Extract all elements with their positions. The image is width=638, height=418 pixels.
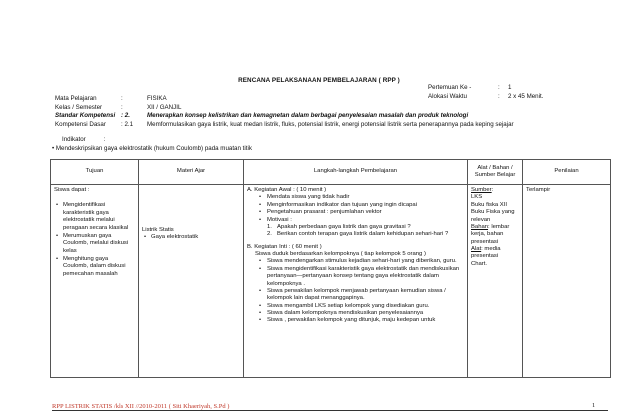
item-number: 2. [267, 231, 272, 238]
list-item: • Pengetahuan prasarat : penjumlahan vektor [267, 209, 464, 216]
alat-text: : media presentasi [471, 246, 501, 260]
header-alat: Alat / Bahan / Sumber Belajar [468, 160, 523, 185]
info-colon: : [121, 95, 123, 102]
indikator-label-row [62, 136, 105, 144]
list-item: • Siswa mendengarkan stimulus kejadian sehari-hari yang diberikan, guru. [267, 258, 464, 265]
table-row [51, 185, 611, 378]
list-item: • Menginformasikan indikator dan tujuan yang ingin dicapai [267, 202, 464, 209]
cell-tujuan [51, 185, 139, 378]
sumber-line [471, 187, 519, 194]
bahan-label: Bahan [471, 223, 489, 230]
info-row-sk [55, 112, 615, 121]
info-key: Standar Kompetensi [55, 112, 116, 120]
page-number: 1 [592, 402, 596, 409]
meta-colon: : [498, 84, 500, 91]
info-key: Kompetensi Dasar [55, 120, 106, 128]
table-header-row [51, 160, 611, 185]
info-key: Kelas / Semester [55, 103, 103, 111]
meta-value: 2 x 45 Menit. [508, 93, 544, 100]
info-value: FISIKA [147, 95, 167, 102]
list-item: • Mengidentifikasi karakteristik gaya elektrostatik melalui peragaan secara klasikal [63, 202, 135, 232]
cell-langkah [244, 185, 468, 378]
meta-key: Alokasi Waktu [428, 93, 467, 100]
info-row-mapel [55, 95, 615, 104]
cell-alat [468, 185, 523, 378]
item-text: Apakah perbedaan gaya listrik dan gaya gravitasi ? [277, 223, 411, 230]
indikator-item [52, 145, 252, 153]
lks-text: LKS [471, 194, 483, 201]
indikator-colon: : [103, 136, 106, 143]
list-item: • Menghitung gaya Coulomb, dalam diskusi pemecahan masalah [63, 256, 135, 278]
buku1-text: Buku fiska XII [471, 201, 508, 208]
footer-text: RPP LISTRIK STATIS /kls XII //2010-2011 ( Siti Khaeriyah, S.Pd ) [52, 403, 230, 410]
sumber-colon: : [491, 187, 494, 193]
list-item: • Siswa perwakilan kelompok menjawab pertanyaan kemudian siswa / kelompok lain dapat menanggapinya. [267, 288, 464, 303]
indikator-text: Mendeskripsikan gaya elektrostatik (hukum Coulomb) pada muatan titik [55, 145, 252, 152]
sumber-label: Sumber [471, 187, 492, 193]
info-value: Menerapkan konsep kelistrikan dan kemagnetan dalam berbagai penyelesaian masalah dan produk teknologi [147, 112, 469, 120]
header-langkah: Langkah-langkah Pembelajaran [244, 160, 468, 185]
bahan-line [471, 224, 519, 246]
header-materi: Materi Ajar [139, 160, 244, 185]
langkah-b-intro: Siswa duduk berdasarkan kelompoknya ( tiap kelompok 5 orang ) [255, 251, 426, 257]
meta-key: Pertemuan Ke - [428, 84, 472, 91]
list-item: • Siswa , perwakilan kelompok yang ditunjuk, maju kedepan untuk [267, 317, 464, 324]
cell-materi [139, 185, 244, 378]
list-item: • Motivasi : [267, 217, 464, 224]
langkah-b-title: B. Kegiatan Inti : ( 60 menit ) [247, 243, 322, 250]
list-item: • Merumuskan gaya Coulomb, melalui diskusi kelas [63, 233, 135, 255]
materi-title: Listrik Statis [142, 227, 174, 233]
alat-line [471, 246, 519, 261]
indikator-label: Indikator [62, 136, 86, 143]
cell-penilaian [523, 185, 611, 378]
bahan-text: : lembar kerja, bahan presentasi [471, 223, 510, 245]
meta-colon: : [498, 93, 500, 100]
item-text: Berikan contoh terapan gaya listrik dalam kehidupan sehari-hari ? [277, 231, 449, 238]
list-item [267, 223, 464, 231]
rpp-table [50, 159, 611, 378]
list-item [267, 231, 464, 238]
info-row-kd [55, 121, 615, 130]
info-colon: : 2.1 [121, 120, 134, 128]
list-item: • Siswa dalam kelompoknya mendiskusikan penyelesaiannya [267, 310, 464, 317]
list-item: • Mendata siswa yang tidak hadir [267, 194, 464, 201]
info-block [55, 95, 615, 129]
footer [52, 403, 608, 411]
header-tujuan: Tujuan [51, 160, 139, 185]
info-colon: : [121, 103, 123, 111]
meta-value: 1 [508, 84, 512, 91]
alat-label: Alat [471, 246, 482, 252]
bullet-icon: • [52, 145, 55, 152]
document-title: RENCANA PELAKSANAAN PEMBELAJARAN ( RPP ) [238, 77, 400, 84]
info-value: XII / GANJIL [147, 103, 182, 111]
info-value: Memformulasikan gaya listrik, kuat medan listrik, fluks, potensial listrik, energi potensial listrik serta penerapannya pada keping sejajar [147, 120, 514, 128]
header-penilaian: Penilaian [523, 160, 611, 185]
list-item: • Gaya elektrostatik [151, 234, 240, 241]
info-row-kelas [55, 104, 615, 113]
list-item: • Siswa mengambil LKS setiap kelompok yang disediakan guru. [267, 303, 464, 310]
langkah-a-title: A. Kegiatan Awal : ( 10 menit ) [247, 187, 327, 193]
item-number: 1. [267, 223, 272, 230]
tujuan-intro: Siswa dapat : [54, 187, 90, 193]
chart-text: Chart. [471, 260, 488, 267]
list-item: • Siswa mengidentifikasi karakteristik gaya elektrostatik dan mendiskusikan pertanyaan—pertanyaan konsep tentang gaya elektrostatik dalam kelompoknya . [267, 266, 464, 288]
buku2-text: Buku Fiska yang relevan [471, 209, 515, 223]
info-colon: : 2. [121, 112, 130, 120]
meta-row-pertemuan [428, 84, 543, 93]
info-key: Mata Pelajaran [55, 95, 97, 102]
penilaian-text: Terlampir [526, 187, 551, 193]
